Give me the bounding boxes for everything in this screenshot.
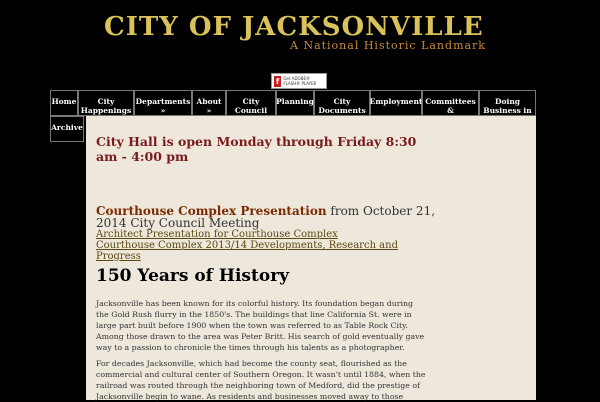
nav-item-employment[interactable]: Employment xyxy=(370,90,422,116)
nav-item-archive[interactable]: Archive xyxy=(50,116,84,142)
main-content xyxy=(86,116,536,400)
nav-item-home[interactable]: Home xyxy=(50,90,78,116)
nav-item-departments[interactable]: Departments » xyxy=(134,90,192,116)
presentation-subtitle: from October 21, 2014 City Council Meeting xyxy=(96,204,436,230)
history-paragraph-2: For decades Jacksonville, which had become the county seat, flourished as the commercial and cultural center of Southern Oregon. It wasn't until 1884, when the railroad was routed through the neighboring town of Medford, did the prestige of Jacksonville begin to wane. As residents and businesses moved away to those xyxy=(96,359,426,401)
history-paragraph-1: Jacksonville has been known for its colorful history. Its foundation began during the Gold Rush flurry in the 1850's. The buildings that line California St. were in large part built before 1900 when the town was referred to as Table Rock City. Among those drawn to the area was Peter Britt. His search of gold eventually gave way to a passion to chronicle the times through his talents as a photographer. xyxy=(96,299,425,352)
nav-item-about[interactable]: About » xyxy=(192,90,226,116)
nav-item-committees[interactable]: Committees & xyxy=(422,90,479,116)
presentation-block xyxy=(96,205,436,262)
nav-item-city-council[interactable]: City Council xyxy=(226,90,276,116)
history-heading: 150 Years of History xyxy=(96,266,290,286)
nav-item-planning[interactable]: Planning xyxy=(276,90,314,116)
courthouse-developments-link[interactable]: Courthouse Complex 2013/14 Developments, Research and Progress xyxy=(96,240,398,262)
site-header xyxy=(0,0,600,90)
site-tagline: A National Historic Landmark xyxy=(290,39,486,52)
site-title[interactable]: CITY OF JACKSONVILLE xyxy=(104,12,484,42)
nav-item-city-documents[interactable]: City Documents xyxy=(314,90,370,116)
nav-item-city-happenings[interactable]: City Happenings xyxy=(78,90,134,116)
flash-player-icon: f xyxy=(275,76,280,86)
flash-badge-text: Get ADOBE® FLASH® PLAYER xyxy=(283,76,317,86)
hours-announcement: City Hall is open Monday through Friday 8:30 am - 4:00 pm xyxy=(96,134,417,164)
nav-item-doing-business[interactable]: Doing Business in xyxy=(479,90,536,116)
architect-presentation-link[interactable]: Architect Presentation for Courthouse Complex xyxy=(96,229,338,240)
flash-player-badge[interactable] xyxy=(271,73,327,89)
presentation-title[interactable]: Courthouse Complex Presentation xyxy=(96,204,327,218)
